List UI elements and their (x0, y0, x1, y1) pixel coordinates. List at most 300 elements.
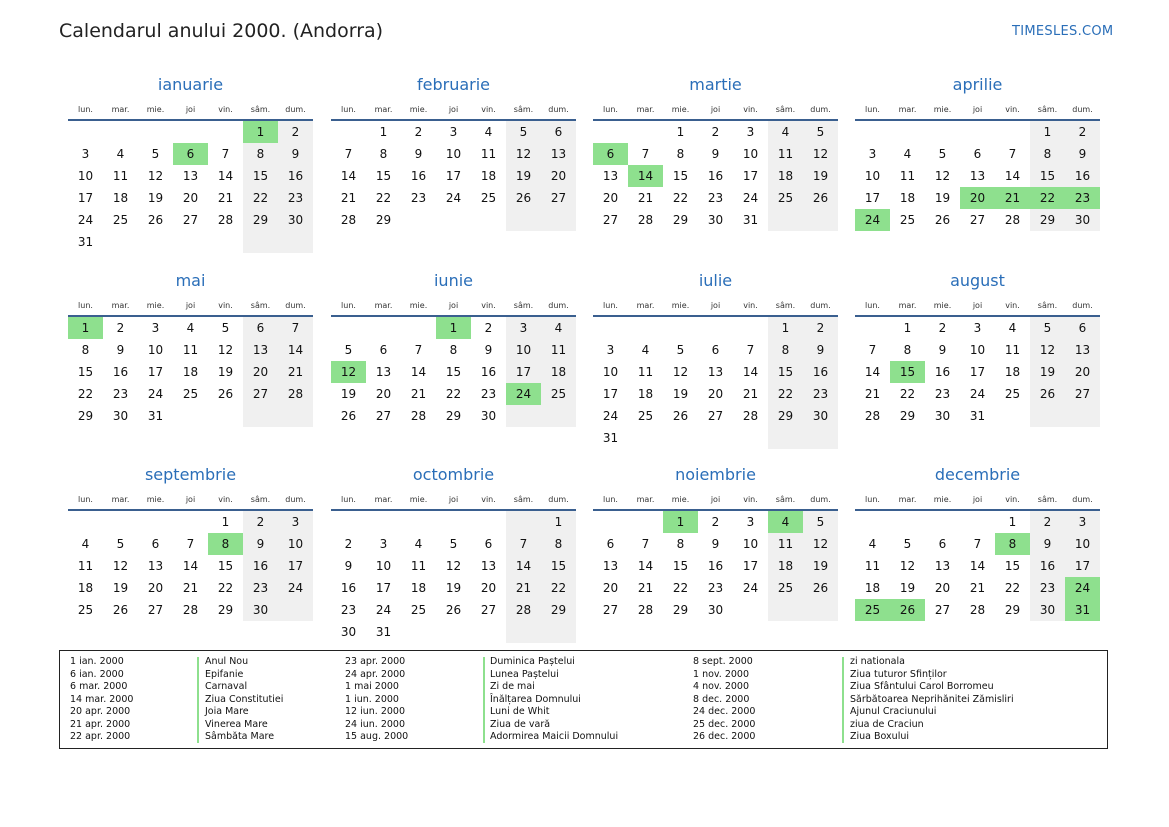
weekend-blank-cell (803, 209, 838, 231)
day-cell: 10 (278, 533, 313, 555)
day-cell: 10 (147, 343, 164, 357)
day-cell: 6 (711, 343, 720, 357)
day-cell: 10 (375, 559, 392, 573)
weekday-label: dum. (1072, 105, 1093, 114)
day-cell: 3 (746, 515, 755, 529)
weekday-label: mar. (898, 105, 917, 114)
legend-holiday-name: Luni de Whit (490, 706, 550, 717)
day-cell: 14 (182, 559, 199, 573)
day-cell: 10 (77, 169, 94, 183)
day-cell: 14 (410, 365, 427, 379)
day-cell: 27 (541, 187, 576, 209)
legend-holiday-name: Ziua de vară (490, 718, 551, 730)
day-cell: 14 (969, 559, 986, 573)
day-cell: 25 (899, 213, 916, 227)
day-cell: 19 (506, 165, 541, 187)
day-cell: 15 (375, 169, 392, 183)
day-cell: 26 (506, 187, 541, 209)
day-cell: 27 (182, 213, 199, 227)
day-cell: 25 (480, 191, 497, 205)
weekday-label: joi (185, 495, 196, 504)
day-cell: 11 (182, 343, 199, 357)
day-cell: 6 (243, 317, 278, 339)
day-cell: 13 (707, 365, 724, 379)
day-cell: 29 (217, 603, 234, 617)
day-cell: 19 (217, 365, 234, 379)
day-cell: 21 (742, 387, 759, 401)
weekday-label: joi (710, 495, 721, 504)
legend-date: 1 iun. 2000 (345, 693, 399, 705)
legend-holiday-marker (483, 657, 485, 743)
day-cell: 27 (243, 383, 278, 405)
day-cell: 8 (541, 533, 576, 555)
day-cell: 30 (707, 603, 724, 617)
day-cell: 18 (112, 191, 129, 205)
weekday-label: mar. (898, 495, 917, 504)
day-cell: 10 (742, 147, 759, 161)
day-cell: 5 (151, 147, 160, 161)
weekend-blank-cell (1030, 405, 1065, 427)
day-cell: 30 (278, 209, 313, 231)
day-cell: 14 (628, 165, 663, 187)
day-cell: 12 (112, 559, 129, 573)
weekday-label: joi (972, 105, 983, 114)
day-cell: 15 (541, 555, 576, 577)
day-cell: 25 (1004, 387, 1021, 401)
day-cell: 22 (899, 387, 916, 401)
day-cell: 13 (147, 559, 164, 573)
day-cell: 5 (449, 537, 458, 551)
brand-link[interactable]: TIMESLES.COM (1012, 24, 1114, 39)
day-cell: 29 (768, 405, 803, 427)
legend-date: 24 apr. 2000 (345, 668, 406, 680)
weekday-label: sâm. (1037, 105, 1058, 114)
weekend-blank-cell (278, 405, 313, 427)
day-cell: 4 (641, 343, 650, 357)
day-cell: 28 (506, 599, 541, 621)
day-cell: 22 (243, 187, 278, 209)
day-cell: 31 (1065, 599, 1100, 621)
legend-date: 1 nov. 2000 (693, 668, 749, 680)
day-cell: 28 (182, 603, 199, 617)
day-cell: 19 (112, 581, 129, 595)
weekend-blank-cell (768, 209, 803, 231)
day-cell: 23 (803, 383, 838, 405)
weekday-label: vin. (481, 301, 496, 310)
day-cell: 8 (676, 147, 685, 161)
day-cell: 3 (973, 321, 982, 335)
day-cell: 24 (147, 387, 164, 401)
day-cell: 27 (602, 213, 619, 227)
day-cell: 28 (278, 383, 313, 405)
day-cell: 25 (77, 603, 94, 617)
weekday-label: vin. (1005, 105, 1020, 114)
day-cell: 15 (217, 559, 234, 573)
day-cell: 29 (77, 409, 94, 423)
day-cell: 1 (1030, 121, 1065, 143)
day-cell: 13 (182, 169, 199, 183)
day-cell: 26 (147, 213, 164, 227)
weekday-label: dum. (285, 495, 306, 504)
day-cell: 6 (973, 147, 982, 161)
day-cell: 23 (707, 581, 724, 595)
day-cell: 1 (379, 125, 388, 139)
weekend-blank-cell (1065, 405, 1100, 427)
day-cell: 16 (278, 165, 313, 187)
weekend-blank-cell (768, 427, 803, 449)
day-cell: 15 (243, 165, 278, 187)
day-cell: 30 (1065, 209, 1100, 231)
day-cell: 8 (676, 537, 685, 551)
day-cell: 29 (445, 409, 462, 423)
weekend-blank-cell (541, 621, 576, 643)
day-cell: 30 (480, 409, 497, 423)
month-name: februarie (416, 75, 491, 94)
day-cell: 5 (344, 343, 353, 357)
day-cell: 7 (278, 317, 313, 339)
day-cell: 20 (960, 187, 995, 209)
legend-holiday-name: ziua de Craciun (850, 718, 924, 730)
weekend-blank-cell (506, 511, 541, 533)
day-cell: 6 (484, 537, 493, 551)
day-cell: 28 (217, 213, 234, 227)
day-cell: 25 (637, 409, 654, 423)
weekday-label: mar. (374, 495, 393, 504)
day-cell: 20 (602, 191, 619, 205)
day-cell: 15 (768, 361, 803, 383)
day-cell: 21 (995, 187, 1030, 209)
day-cell: 31 (147, 409, 164, 423)
day-cell: 11 (1004, 343, 1021, 357)
legend-date: 8 sept. 2000 (693, 656, 753, 667)
day-cell: 30 (340, 625, 357, 639)
day-cell: 5 (803, 511, 838, 533)
day-cell: 7 (973, 537, 982, 551)
day-cell: 11 (899, 169, 916, 183)
legend-date: 1 mai 2000 (345, 681, 399, 692)
day-cell: 8 (208, 533, 243, 555)
weekday-label: joi (448, 495, 459, 504)
day-cell: 1 (903, 321, 912, 335)
day-cell: 27 (375, 409, 392, 423)
day-cell: 28 (969, 603, 986, 617)
day-cell: 4 (414, 537, 423, 551)
day-cell: 29 (672, 213, 689, 227)
day-cell: 24 (969, 387, 986, 401)
day-cell: 23 (243, 577, 278, 599)
day-cell: 24 (742, 581, 759, 595)
legend-holiday-name: Joia Mare (205, 706, 249, 717)
day-cell: 29 (243, 209, 278, 231)
day-cell: 13 (602, 559, 619, 573)
legend-date-column (693, 656, 755, 744)
weekday-label: sâm. (513, 301, 534, 310)
day-cell: 19 (340, 387, 357, 401)
day-cell: 20 (147, 581, 164, 595)
day-cell: 15 (672, 559, 689, 573)
day-cell: 15 (445, 365, 462, 379)
day-cell: 23 (707, 191, 724, 205)
weekday-label: joi (972, 301, 983, 310)
day-cell: 16 (410, 169, 427, 183)
day-cell: 11 (637, 365, 654, 379)
weekend-blank-cell (803, 599, 838, 621)
day-cell: 13 (1065, 339, 1100, 361)
day-cell: 24 (855, 209, 890, 231)
weekday-label: sâm. (513, 495, 534, 504)
month-name: martie (689, 75, 742, 94)
month-name: septembrie (144, 465, 237, 484)
day-cell: 30 (1030, 599, 1065, 621)
weekday-label: joi (710, 301, 721, 310)
legend-date: 26 dec. 2000 (693, 731, 756, 742)
day-cell: 13 (480, 559, 497, 573)
weekday-label: dum. (548, 301, 569, 310)
day-cell: 18 (77, 581, 94, 595)
day-cell: 9 (243, 533, 278, 555)
weekday-label: joi (448, 105, 459, 114)
day-cell: 25 (768, 577, 803, 599)
day-cell: 23 (1030, 577, 1065, 599)
day-cell: 15 (77, 365, 94, 379)
legend-date: 8 dec. 2000 (693, 693, 750, 705)
weekday-label: mie. (933, 301, 952, 310)
day-cell: 10 (864, 169, 881, 183)
day-cell: 19 (672, 387, 689, 401)
day-cell: 13 (934, 559, 951, 573)
day-cell: 12 (217, 343, 234, 357)
holiday-legend (59, 650, 1108, 749)
day-cell: 29 (1004, 603, 1021, 617)
day-cell: 16 (340, 581, 357, 595)
day-cell: 7 (186, 537, 195, 551)
weekday-label: vin. (481, 495, 496, 504)
day-cell: 3 (449, 125, 458, 139)
legend-holiday-name: Ajunul Craciunului (850, 706, 937, 717)
weekday-label: dum. (285, 301, 306, 310)
legend-date: 6 mar. 2000 (70, 681, 128, 692)
legend-holiday-marker (197, 657, 199, 743)
day-cell: 8 (243, 143, 278, 165)
weekday-label: dum. (285, 105, 306, 114)
day-cell: 9 (1065, 143, 1100, 165)
weekday-label: lun. (603, 105, 618, 114)
legend-date: 23 apr. 2000 (345, 656, 406, 667)
month-name: iunie (433, 271, 473, 290)
legend-date: 4 nov. 2000 (693, 681, 749, 692)
day-cell: 11 (410, 559, 427, 573)
day-cell: 16 (480, 365, 497, 379)
day-cell: 1 (1008, 515, 1017, 529)
weekend-blank-cell (506, 209, 541, 231)
day-cell: 4 (116, 147, 125, 161)
day-cell: 17 (602, 387, 619, 401)
day-cell: 28 (1004, 213, 1021, 227)
day-cell: 12 (331, 361, 366, 383)
day-cell: 10 (742, 537, 759, 551)
weekend-blank-cell (243, 405, 278, 427)
weekday-label: lun. (341, 105, 356, 114)
day-cell: 9 (484, 343, 493, 357)
day-cell: 7 (746, 343, 755, 357)
legend-holiday-marker (842, 657, 844, 743)
day-cell: 21 (637, 191, 654, 205)
weekday-label: sâm. (775, 105, 796, 114)
weekday-label: mie. (409, 495, 428, 504)
day-cell: 17 (278, 555, 313, 577)
weekday-label: lun. (603, 301, 618, 310)
day-cell: 26 (340, 409, 357, 423)
day-cell: 2 (278, 121, 313, 143)
day-cell: 16 (707, 169, 724, 183)
day-cell: 6 (151, 537, 160, 551)
weekday-label: joi (185, 301, 196, 310)
day-cell: 1 (541, 511, 576, 533)
weekday-label: dum. (548, 105, 569, 114)
day-cell: 1 (243, 121, 278, 143)
weekday-label: joi (710, 105, 721, 114)
legend-date: 24 iun. 2000 (345, 718, 406, 730)
day-cell: 28 (742, 409, 759, 423)
day-cell: 16 (1030, 555, 1065, 577)
weekday-label: mar. (636, 301, 655, 310)
day-cell: 18 (541, 361, 576, 383)
day-cell: 22 (672, 191, 689, 205)
legend-date: 15 aug. 2000 (345, 731, 409, 742)
month-name: octombrie (412, 465, 495, 484)
day-cell: 18 (1004, 365, 1021, 379)
day-cell: 22 (1030, 187, 1065, 209)
day-cell: 18 (768, 555, 803, 577)
day-cell: 6 (541, 121, 576, 143)
day-cell: 13 (541, 143, 576, 165)
day-cell: 26 (803, 577, 838, 599)
weekday-label: vin. (743, 495, 758, 504)
month-name: aprilie (952, 75, 1003, 94)
day-cell: 17 (147, 365, 164, 379)
day-cell: 8 (449, 343, 458, 357)
legend-holiday-name: Sâmbăta Mare (205, 731, 275, 742)
day-cell: 5 (116, 537, 125, 551)
day-cell: 12 (934, 169, 951, 183)
legend-holiday-name: Carnaval (205, 681, 248, 692)
day-cell: 15 (1030, 165, 1065, 187)
day-cell: 29 (541, 599, 576, 621)
day-cell: 2 (1030, 511, 1065, 533)
day-cell: 11 (541, 339, 576, 361)
weekday-label: mie. (671, 105, 690, 114)
day-cell: 23 (1065, 187, 1100, 209)
day-cell: 17 (445, 169, 462, 183)
weekday-label: lun. (865, 495, 880, 504)
day-cell: 30 (112, 409, 129, 423)
day-cell: 9 (116, 343, 125, 357)
legend-date-column (345, 656, 408, 744)
day-cell: 20 (480, 581, 497, 595)
day-cell: 19 (147, 191, 164, 205)
weekend-blank-cell (541, 209, 576, 231)
weekday-label: sâm. (1037, 495, 1058, 504)
day-cell: 22 (375, 191, 392, 205)
day-cell: 1 (663, 511, 698, 533)
day-cell: 17 (864, 191, 881, 205)
day-cell: 21 (506, 577, 541, 599)
day-cell: 10 (506, 339, 541, 361)
day-cell: 24 (375, 603, 392, 617)
weekday-label: lun. (865, 105, 880, 114)
day-cell: 8 (81, 343, 90, 357)
weekday-label: vin. (218, 495, 233, 504)
day-cell: 12 (445, 559, 462, 573)
day-cell: 4 (868, 537, 877, 551)
day-cell: 12 (672, 365, 689, 379)
weekday-label: dum. (810, 301, 831, 310)
day-cell: 29 (672, 603, 689, 617)
day-cell: 24 (445, 191, 462, 205)
day-cell: 6 (938, 537, 947, 551)
day-cell: 5 (803, 121, 838, 143)
weekday-label: mie. (146, 495, 165, 504)
day-cell: 14 (506, 555, 541, 577)
day-cell: 11 (112, 169, 129, 183)
day-cell: 26 (672, 409, 689, 423)
day-cell: 5 (221, 321, 230, 335)
day-cell: 2 (1065, 121, 1100, 143)
day-cell: 14 (742, 365, 759, 379)
day-cell: 4 (903, 147, 912, 161)
day-cell: 30 (707, 213, 724, 227)
day-cell: 10 (602, 365, 619, 379)
day-cell: 20 (602, 581, 619, 595)
day-cell: 20 (243, 361, 278, 383)
day-cell: 28 (340, 213, 357, 227)
weekday-label: lun. (78, 495, 93, 504)
weekday-label: mar. (636, 105, 655, 114)
day-cell: 27 (934, 603, 951, 617)
day-cell: 18 (480, 169, 497, 183)
weekday-label: mar. (111, 301, 130, 310)
legend-holiday-name: zi nationala (850, 656, 905, 667)
day-cell: 22 (217, 581, 234, 595)
day-cell: 11 (864, 559, 881, 573)
day-cell: 12 (803, 143, 838, 165)
weekday-label: mie. (409, 105, 428, 114)
legend-date: 6 ian. 2000 (70, 668, 124, 680)
weekday-label: sâm. (775, 301, 796, 310)
legend-date: 24 dec. 2000 (693, 706, 756, 717)
day-cell: 8 (379, 147, 388, 161)
weekday-label: mie. (671, 301, 690, 310)
weekday-label: dum. (810, 495, 831, 504)
legend-holiday-name: Înălțarea Domnului (490, 693, 581, 705)
day-cell: 3 (606, 343, 615, 357)
day-cell: 22 (1004, 581, 1021, 595)
day-cell: 12 (899, 559, 916, 573)
day-cell: 21 (410, 387, 427, 401)
day-cell: 27 (147, 603, 164, 617)
weekday-label: sâm. (775, 495, 796, 504)
weekday-label: vin. (218, 301, 233, 310)
weekday-label: mar. (374, 301, 393, 310)
legend-holiday-name: Ziua Sfântului Carol Borromeu (850, 681, 994, 692)
weekday-label: joi (448, 301, 459, 310)
day-cell: 15 (890, 361, 925, 383)
weekday-label: joi (972, 495, 983, 504)
legend-date: 20 apr. 2000 (70, 706, 131, 717)
day-cell: 13 (243, 339, 278, 361)
day-cell: 20 (375, 387, 392, 401)
day-cell: 24 (278, 577, 313, 599)
